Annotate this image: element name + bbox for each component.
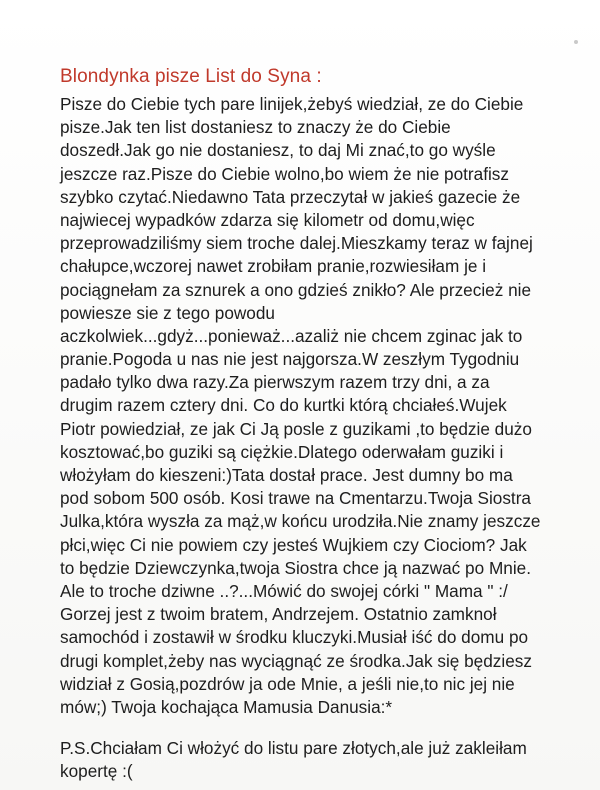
letter-line: powiesze sie z tego powodu bbox=[60, 302, 275, 323]
letter-line: doszedł.Jak go nie dostaniesz, to daj Mi znać,to go wyśle bbox=[60, 140, 496, 161]
letter-line: przeprowadziliśmy siem troche dalej.Mieszkamy teraz w fajnej bbox=[60, 233, 533, 254]
letter-line: Ale to troche dziwne ..?...Mówić do swojej córki " Mama " :/ bbox=[60, 580, 508, 601]
letter-line: pisze.Jak ten list dostaniesz to znaczy że do Ciebie bbox=[60, 117, 451, 138]
paragraph-gap bbox=[60, 719, 580, 737]
letter-line: Pisze do Ciebie tych pare linijek,żebyś wiedział, ze do Ciebie bbox=[60, 94, 524, 114]
letter-line: kosztować,bo guziki są ciężkie.Dlatego oderwałam guziki i bbox=[60, 441, 504, 462]
corner-mark bbox=[574, 40, 578, 44]
letter-line: mów;) Twoja kochająca Mamusia Danusia:* bbox=[60, 696, 393, 717]
letter-line: samochód i zostawił w środku kluczyki.Musiał iść do domu po bbox=[60, 627, 529, 648]
letter-line: aczkolwiek...gdyż...ponieważ...azaliż nie chcem zginac jak to bbox=[60, 325, 523, 346]
letter-line: pod sobom 500 osób. Kosi trawe na Cmentarzu.Twoja Siostra bbox=[60, 488, 531, 509]
letter-line: Gorzej jest z twoim bratem, Andrzejem. Ostatnio zamknoł bbox=[60, 604, 497, 625]
letter-line: pranie.Pogoda u nas nie jest najgorsza.W zeszłym Tygodniu bbox=[60, 349, 520, 370]
letter-line: to będzie Dziewczynka,twoja Siostra chce ją nazwać po Mnie. bbox=[60, 557, 531, 578]
letter-line: drugi komplet,żeby nas wyciągnąć ze środka.Jak się będziesz bbox=[60, 650, 532, 671]
letter-line: płci,więc Ci nie powiem czy jesteś Wujkiem czy Ciociom? Jak bbox=[60, 534, 527, 555]
letter-line: chałupce,wczorej nawet zrobiłam pranie,rozwiesiłam je i bbox=[60, 256, 487, 277]
ps-line: kopertę :( bbox=[60, 761, 133, 782]
letter-line: Julka,która wyszła za mąż,w końcu urodziła.Nie znamy jeszcze bbox=[60, 511, 541, 532]
letter-line: widział z Gosią,pozdrów ja ode Mnie, a jeśli nie,to nic jej nie bbox=[60, 673, 515, 694]
letter-line: Piotr powiedział, ze jak Ci Ją posle z guzikami ,to będzie dużo bbox=[60, 418, 532, 439]
letter-body bbox=[60, 93, 580, 783]
letter-line: najwiecej wypadków zdarza się kilometr od domu,więc bbox=[60, 209, 475, 230]
letter-line: włożyłam do kieszeni:)Tata dostał prace. Jest dumny bo ma bbox=[60, 465, 513, 485]
letter-line: drugim razem cztery dni. Co do kurtki którą chciałeś.Wujek bbox=[60, 395, 507, 416]
page-title: Blondynka pisze List do Syna : bbox=[60, 66, 322, 87]
letter-line: padało tylko dwa razy.Za pierwszym razem trzy dni, a za bbox=[60, 372, 490, 393]
letter-line: jeszcze raz.Pisze do Ciebie wolno,bo wiem że nie potrafisz bbox=[60, 163, 509, 184]
letter-line: szybko czytać.Niedawno Tata przeczytał w jakieś gazecie że bbox=[60, 186, 521, 207]
ps-line: P.S.Chciałam Ci włożyć do listu pare złotych,ale już zakleiłam bbox=[60, 738, 527, 759]
letter-line: pociągnełam za sznurek a ono gdzieś znikło? Ale przecież nie bbox=[60, 279, 532, 300]
